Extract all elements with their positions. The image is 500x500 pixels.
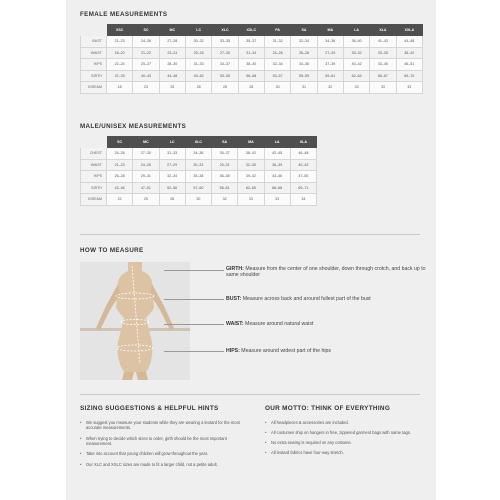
table-cell: 55–59 bbox=[291, 70, 317, 82]
table-header-row bbox=[81, 25, 423, 36]
table-cell: 59–61 bbox=[317, 70, 343, 82]
female-size-table bbox=[80, 24, 423, 94]
table-cell: 32–34 bbox=[264, 59, 290, 71]
table-cell: 32–35 bbox=[238, 159, 264, 171]
size-column-header: MA bbox=[238, 137, 264, 148]
table-cell: 33–35 bbox=[212, 36, 238, 48]
measurement-label: INSEAM bbox=[81, 82, 107, 94]
size-column-header: SC bbox=[133, 25, 159, 36]
table-cell: 25 bbox=[133, 194, 159, 206]
table-cell: 30–32 bbox=[185, 36, 211, 48]
size-column-header: MA bbox=[317, 25, 343, 36]
table-cell: 58–61 bbox=[212, 182, 238, 194]
size-column-header: PA bbox=[264, 25, 290, 36]
table-cell: 24–26 bbox=[133, 36, 159, 48]
table-cell: 39–42 bbox=[238, 171, 264, 183]
girth-leader-line bbox=[164, 270, 224, 271]
table-cell: 34–36 bbox=[185, 148, 211, 160]
table-cell: 24–26 bbox=[264, 47, 290, 59]
measurement-label: INSEAM bbox=[81, 194, 107, 206]
table-cell: 22–24 bbox=[107, 59, 133, 71]
size-column-header: LA bbox=[264, 137, 290, 148]
table-cell: 53–55 bbox=[212, 70, 238, 82]
table-cell: 33 bbox=[370, 82, 396, 94]
table-cell: 36–40 bbox=[343, 36, 369, 48]
table-cell: 23 bbox=[133, 82, 159, 94]
table-cell: 66–68 bbox=[264, 182, 290, 194]
table-cell: 32 bbox=[212, 194, 238, 206]
table-cell: 27–30 bbox=[133, 148, 159, 160]
size-column-header: LC bbox=[185, 25, 211, 36]
bust-leader-line bbox=[164, 299, 224, 300]
motto-list bbox=[265, 420, 425, 460]
male-size-table bbox=[80, 136, 317, 206]
table-cell: 33 bbox=[238, 194, 264, 206]
table-cell: 32 bbox=[317, 82, 343, 94]
list-item: • We suggest you measure your students while they are wearing a leotard for the most accurate measurements. bbox=[80, 420, 248, 430]
table-cell: 25 bbox=[159, 82, 185, 94]
sizing-hints-title: SIZING SUGGESTIONS & HELPFUL HINTS bbox=[80, 405, 219, 412]
table-row bbox=[81, 182, 317, 194]
measurement-label: WAIST bbox=[81, 159, 107, 171]
table-cell: 53–57 bbox=[264, 70, 290, 82]
hips-leader-line bbox=[164, 351, 224, 352]
table-cell: 34–36 bbox=[291, 59, 317, 71]
table-corner bbox=[81, 137, 107, 148]
table-row bbox=[81, 70, 423, 82]
table-row bbox=[81, 36, 423, 48]
table-cell: 21–23 bbox=[107, 159, 133, 171]
table-cell: 27–29 bbox=[317, 47, 343, 59]
body-figure bbox=[80, 262, 190, 380]
table-cell: 35–37 bbox=[212, 148, 238, 160]
table-cell: 25–26 bbox=[185, 47, 211, 59]
list-item: • All costumes ship on hangers in free, zippered garment bags with name tags. bbox=[265, 430, 425, 435]
list-item: • No extra sewing is required on any costume. bbox=[265, 440, 425, 445]
table-cell: 57–60 bbox=[185, 182, 211, 194]
section-divider bbox=[80, 234, 420, 235]
table-cell: 31–34 bbox=[238, 47, 264, 59]
table-cell: 35–38 bbox=[185, 171, 211, 183]
measurement-label: GIRTH bbox=[81, 70, 107, 82]
table-cell: 18–20 bbox=[107, 47, 133, 59]
size-column-header: SA bbox=[212, 137, 238, 148]
waist-leader-line bbox=[164, 324, 224, 325]
list-item: • All leotard fabrics have four-way stretch. bbox=[265, 450, 425, 455]
table-cell: 62–65 bbox=[238, 182, 264, 194]
table-cell: 21–23 bbox=[107, 36, 133, 48]
size-column-header: LC bbox=[159, 137, 185, 148]
girth-instruction: GIRTH: Measure from the center of one shoulder, down through crotch, and back up to same shoulder bbox=[226, 266, 426, 279]
table-cell: 30–32 bbox=[343, 47, 369, 59]
table-cell: 25–27 bbox=[133, 59, 159, 71]
table-cell: 30 bbox=[264, 82, 290, 94]
section-divider bbox=[80, 394, 420, 395]
table-cell: 36–39 bbox=[264, 159, 290, 171]
female-measurements-title: FEMALE MEASUREMENTS bbox=[80, 11, 168, 18]
table-cell: 32–34 bbox=[159, 171, 185, 183]
male-measurements-title: MALE/UNISEX MEASUREMENTS bbox=[80, 123, 187, 130]
table-cell: 18 bbox=[107, 82, 133, 94]
table-row bbox=[81, 194, 317, 206]
table-cell: 43–46 bbox=[264, 171, 290, 183]
table-cell: 37–39 bbox=[107, 70, 133, 82]
table-row bbox=[81, 148, 317, 160]
table-cell: 34–37 bbox=[212, 59, 238, 71]
table-cell: 33–35 bbox=[370, 47, 396, 59]
list-item: • Our XLC and XXLC sizes are made to fit a larger child, not a petite adult. bbox=[80, 462, 248, 467]
size-column-header: XXLC bbox=[238, 25, 264, 36]
table-cell: 38–42 bbox=[238, 148, 264, 160]
table-cell: 42–45 bbox=[264, 148, 290, 160]
table-cell: 40–43 bbox=[133, 70, 159, 82]
table-row bbox=[81, 171, 317, 183]
bust-instruction: BUST: Measure across back and around fullest part of the bust bbox=[226, 296, 371, 302]
table-cell: 47–51 bbox=[133, 182, 159, 194]
table-cell: 31–32 bbox=[264, 36, 290, 48]
size-column-header: LA bbox=[343, 25, 369, 36]
table-row bbox=[81, 47, 423, 59]
table-cell: 26–28 bbox=[107, 171, 133, 183]
table-cell: 29–31 bbox=[133, 171, 159, 183]
table-cell: 46–48 bbox=[290, 148, 316, 160]
table-cell: 31–33 bbox=[159, 148, 185, 160]
size-column-header: SC bbox=[107, 137, 133, 148]
measurement-label: HIPS bbox=[81, 59, 107, 71]
size-column-header: SA bbox=[291, 25, 317, 36]
table-corner bbox=[81, 25, 107, 36]
list-item: • Take into account that young children will grow throughout the year. bbox=[80, 451, 248, 456]
table-cell: 22 bbox=[107, 194, 133, 206]
table-cell: 62–64 bbox=[343, 70, 369, 82]
table-cell: 56–58 bbox=[238, 70, 264, 82]
table-row bbox=[81, 59, 423, 71]
table-cell: 52–56 bbox=[159, 182, 185, 194]
how-to-measure-title: HOW TO MEASURE bbox=[80, 247, 144, 254]
hips-instruction: HIPS: Measure around widest part of the hips bbox=[226, 348, 331, 354]
table-cell: 40–42 bbox=[343, 59, 369, 71]
size-column-header: XLC bbox=[185, 137, 211, 148]
table-cell: 28–30 bbox=[159, 59, 185, 71]
table-cell: 23–24 bbox=[159, 47, 185, 59]
table-header-row bbox=[81, 137, 317, 148]
table-cell: 47–50 bbox=[290, 171, 316, 183]
table-cell: 44–48 bbox=[159, 70, 185, 82]
table-cell: 38–40 bbox=[238, 59, 264, 71]
table-cell: 41–43 bbox=[370, 36, 396, 48]
table-cell: 31 bbox=[291, 82, 317, 94]
waist-instruction: WAIST: Measure around natural waist bbox=[226, 321, 314, 327]
table-cell: 40–43 bbox=[290, 159, 316, 171]
table-cell: 27–28 bbox=[159, 36, 185, 48]
measurement-label: BUST bbox=[81, 36, 107, 48]
table-cell: 27–30 bbox=[212, 47, 238, 59]
table-cell: 28 bbox=[238, 82, 264, 94]
table-cell: 36–38 bbox=[212, 171, 238, 183]
table-cell: 26–28 bbox=[291, 47, 317, 59]
size-chart-page bbox=[66, 0, 436, 500]
table-cell: 28 bbox=[159, 194, 185, 206]
measurement-label: WAIST bbox=[81, 47, 107, 59]
table-cell: 69–70 bbox=[396, 70, 422, 82]
table-cell: 33 bbox=[343, 82, 369, 94]
table-cell: 33 bbox=[264, 194, 290, 206]
size-column-header: XSC bbox=[107, 25, 133, 36]
table-cell: 28 bbox=[212, 82, 238, 94]
list-item: • When trying to decide which sizes to order, girth should be the most important measurement. bbox=[80, 436, 248, 446]
size-column-header: XLA bbox=[370, 25, 396, 36]
table-cell: 32–34 bbox=[291, 36, 317, 48]
table-cell: 65–67 bbox=[370, 70, 396, 82]
table-cell: 36–42 bbox=[396, 47, 422, 59]
table-cell: 31–33 bbox=[185, 59, 211, 71]
table-cell: 24–26 bbox=[133, 159, 159, 171]
table-cell: 33 bbox=[396, 82, 422, 94]
table-cell: 43–45 bbox=[370, 59, 396, 71]
measurement-label: GIRTH bbox=[81, 182, 107, 194]
table-cell: 46–51 bbox=[396, 59, 422, 71]
table-cell: 28 bbox=[185, 82, 211, 94]
size-column-header: MC bbox=[133, 137, 159, 148]
list-item: • All headpieces & accessories are included. bbox=[265, 420, 425, 425]
table-cell: 30 bbox=[185, 194, 211, 206]
table-cell: 44–48 bbox=[396, 36, 422, 48]
table-cell: 49–52 bbox=[185, 70, 211, 82]
table-row bbox=[81, 82, 423, 94]
table-cell: 42–46 bbox=[107, 182, 133, 194]
sizing-hints-list bbox=[80, 420, 248, 472]
measurement-label: HIPS bbox=[81, 171, 107, 183]
table-cell: 35–37 bbox=[238, 36, 264, 48]
size-column-header: XXLA bbox=[396, 25, 422, 36]
table-cell: 21–22 bbox=[133, 47, 159, 59]
table-row bbox=[81, 159, 317, 171]
table-cell: 30–33 bbox=[185, 159, 211, 171]
table-cell: 69–71 bbox=[290, 182, 316, 194]
table-cell: 34–36 bbox=[317, 36, 343, 48]
measurement-label: CHEST bbox=[81, 148, 107, 160]
table-cell: 24–26 bbox=[107, 148, 133, 160]
table-cell: 27–29 bbox=[159, 159, 185, 171]
table-cell: 34 bbox=[290, 194, 316, 206]
table-cell: 29–31 bbox=[212, 159, 238, 171]
size-column-header: XLC bbox=[212, 25, 238, 36]
table-cell: 37–39 bbox=[317, 59, 343, 71]
measurement-figure-illustration bbox=[80, 262, 190, 380]
size-column-header: XLA bbox=[290, 137, 316, 148]
size-column-header: MC bbox=[159, 25, 185, 36]
motto-title: OUR MOTTO: THINK OF EVERYTHING bbox=[265, 405, 391, 412]
